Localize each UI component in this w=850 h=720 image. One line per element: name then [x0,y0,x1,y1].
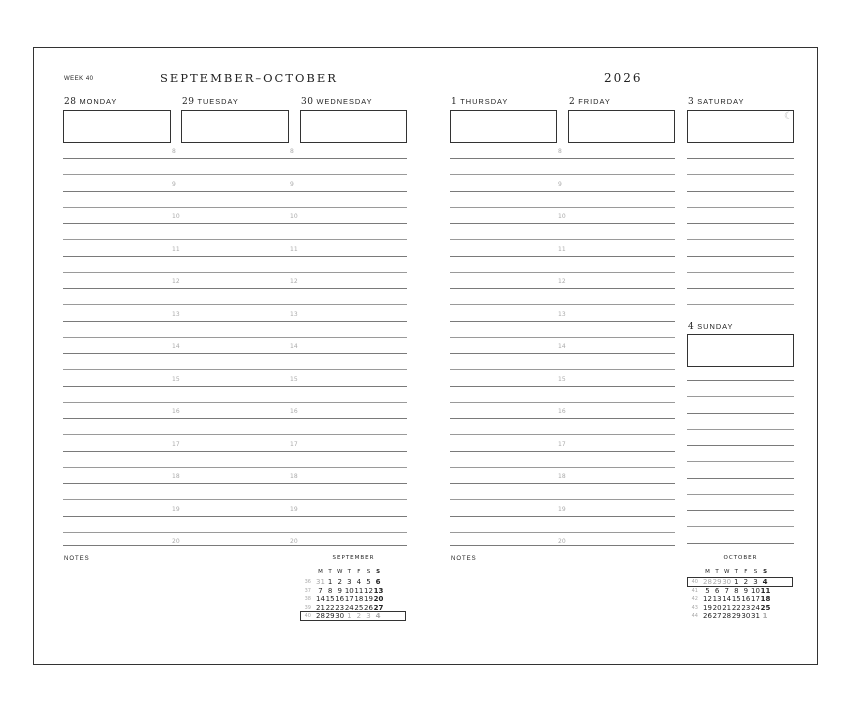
mini-calendar-day[interactable]: 22 [325,603,335,612]
rule-line-left [63,467,407,468]
hour-label: 11 [290,246,298,253]
day-box-monday[interactable] [63,110,171,143]
week-number-label: 38 [304,596,311,602]
weekday-header: T [734,569,738,575]
mini-calendar-day[interactable]: 18 [354,595,364,603]
rule-line-right [450,207,675,208]
mini-calendar-day[interactable]: 31 [316,578,325,586]
rule-line-left [63,369,407,370]
mini-calendar-day[interactable]: 2 [356,612,362,620]
rule-line-right [450,174,675,175]
mini-calendar-day[interactable]: 11 [760,586,771,595]
hour-label: 16 [172,408,180,415]
mini-calendar-day[interactable]: 21 [722,603,732,612]
current-week-highlight [687,577,793,587]
week-number-label: 40 [304,613,311,619]
weekday-header: T [715,569,719,575]
rule-line-saturday [687,288,794,289]
notes-label-left: NOTES [64,556,90,562]
weekday-header: M [318,569,323,575]
mini-calendar-day[interactable]: 29 [712,578,722,586]
mini-calendar-day[interactable]: 5 [705,586,710,595]
mini-calendar-day[interactable]: 9 [337,586,342,595]
mini-calendar-day[interactable]: 8 [734,586,739,595]
hour-label: 14 [290,343,298,350]
rule-line-left [63,402,407,403]
hour-label: 8 [172,148,176,155]
mini-calendar-day[interactable]: 29 [325,612,335,620]
mini-calendar-day[interactable]: 24 [344,603,354,612]
week-number-label: 41 [691,587,698,594]
mini-calendar-day[interactable]: 30 [335,612,345,620]
hour-label: 20 [290,538,298,545]
hour-label: 17 [558,441,566,448]
rule-line-sunday [687,494,794,495]
day-box-saturday[interactable] [687,110,794,143]
rule-line-left [63,434,407,435]
mini-calendar-day[interactable]: 28 [703,578,712,586]
hour-label: 10 [172,213,180,220]
rule-line-left [63,451,407,452]
hour-label: 15 [558,376,566,383]
rule-line-sunday [687,461,794,462]
rule-line-right [450,191,675,192]
mini-calendar-day[interactable]: 17 [344,595,354,603]
hour-label: 9 [172,181,176,188]
day-box-friday[interactable] [568,110,675,143]
day-label-wednesday: 30 WEDNESDAY [301,97,373,107]
day-label-thursday: 1 THURSDAY [451,97,509,107]
hour-label: 16 [290,408,298,415]
rule-line-left [63,386,407,387]
mini-calendar-day[interactable]: 11 [354,586,364,595]
hour-label: 12 [172,278,180,285]
rule-line-right [450,223,675,224]
mini-calendar-day[interactable]: 7 [318,586,323,595]
month-range-title: SEPTEMBER–OCTOBER [160,71,338,85]
mini-calendar-day[interactable]: 23 [741,603,751,612]
rule-line-saturday [687,207,794,208]
rule-line-sunday [687,413,794,414]
mini-calendar-day[interactable]: 3 [753,578,758,586]
mini-calendar-day[interactable]: 15 [325,595,335,603]
day-box-wednesday[interactable] [300,110,407,143]
rule-line-left [63,158,407,159]
mini-calendar-day[interactable]: 16 [335,595,345,603]
mini-calendar-day[interactable]: 30 [722,578,732,586]
hour-label: 20 [172,538,180,545]
weekday-header: F [744,569,748,575]
week-number-label: 40 [691,579,698,585]
rule-line-left [63,256,407,257]
hour-label: 11 [558,246,566,253]
rule-line-right [450,239,675,240]
hour-label: 13 [172,311,180,318]
mini-calendar-day[interactable]: 12 [364,586,373,595]
mini-calendar-day[interactable]: 3 [366,612,371,620]
rule-line-saturday [687,256,794,257]
mini-calendar-day[interactable]: 29 [731,612,741,620]
rule-line-sunday [687,478,794,479]
weekday-header: F [357,569,361,575]
mini-calendar-day[interactable]: 10 [751,586,760,595]
day-box-sunday[interactable] [687,334,794,367]
mini-calendar-day[interactable]: 26 [703,612,712,620]
rule-line-left [63,545,407,546]
mini-calendar-day[interactable]: 23 [335,603,345,612]
hour-label: 18 [172,473,180,480]
mini-calendar-day[interactable]: 10 [344,586,354,595]
hour-label: 13 [558,311,566,318]
rule-line-right [450,499,675,500]
rule-line-right [450,321,675,322]
hour-label: 14 [558,343,566,350]
notes-label-right: NOTES [451,556,477,562]
mini-calendar-day[interactable]: 27 [373,603,384,612]
mini-calendar-day[interactable]: 12 [703,595,712,603]
weekday-header: M [705,569,710,575]
mini-calendar-day[interactable]: 13 [712,595,722,603]
mini-calendar-day[interactable]: 22 [731,603,741,612]
rule-line-right [450,337,675,338]
mini-calendar-day[interactable]: 2 [743,578,749,586]
week-number-label: 37 [304,587,311,594]
current-week-highlight [300,611,406,621]
hour-label: 12 [290,278,298,285]
rule-line-right [450,467,675,468]
rule-line-left [63,532,407,533]
week-number-label: 36 [304,579,311,585]
mini-calendar-day[interactable]: 30 [741,612,751,620]
mini-calendar-day[interactable]: 7 [724,586,729,595]
hour-label: 8 [290,148,294,155]
mini-calendar-day[interactable]: 2 [337,578,342,586]
weekday-header: S [763,569,768,575]
rule-line-left [63,483,407,484]
rule-line-sunday [687,445,794,446]
hour-label: 20 [558,538,566,545]
rule-line-right [450,158,675,159]
mini-calendar-day[interactable]: 1 [762,612,768,620]
hour-label: 17 [172,441,180,448]
hour-label: 10 [558,213,566,220]
mini-calendar-day[interactable]: 9 [743,586,749,595]
rule-line-right [450,545,675,546]
mini-calendar-day[interactable]: 4 [356,578,362,586]
mini-calendar-day[interactable]: 19 [703,603,712,612]
hour-label: 8 [558,148,562,155]
rule-line-sunday [687,543,794,544]
mini-calendar-day[interactable]: 31 [751,612,760,620]
rule-line-right [450,288,675,289]
waning-moon-icon: ☾ [784,111,793,122]
week-number-label: 42 [691,596,698,602]
mini-calendar-day[interactable]: 1 [327,578,333,586]
rule-line-right [450,532,675,533]
hour-label: 16 [558,408,566,415]
mini-calendar-day[interactable]: 1 [734,578,739,586]
rule-line-saturday [687,191,794,192]
rule-line-right [450,386,675,387]
mini-calendar-day[interactable]: 27 [712,612,722,620]
rule-line-right [450,272,675,273]
rule-line-sunday [687,396,794,397]
mini-calendar-day[interactable]: 28 [316,612,325,620]
rule-line-right [450,369,675,370]
rule-line-left [63,304,407,305]
weekday-header: S [753,569,758,575]
mini-calendar-day[interactable]: 25 [760,603,771,612]
mini-calendar-title: OCTOBER [723,555,758,561]
rule-line-right [450,353,675,354]
day-label-tuesday: 29 TUESDAY [182,97,239,107]
mini-calendar-day[interactable]: 28 [722,612,732,620]
day-label-saturday: 3 SATURDAY [688,97,745,107]
hour-label: 9 [290,181,294,188]
day-box-thursday[interactable] [450,110,557,143]
rule-line-sunday [687,429,794,430]
weekday-header: T [328,569,332,575]
rule-line-saturday [687,223,794,224]
hour-label: 14 [172,343,180,350]
rule-line-left [63,353,407,354]
rule-line-right [450,402,675,403]
mini-calendar-day[interactable]: 6 [375,578,381,586]
mini-calendar-day[interactable]: 26 [364,603,373,612]
week-number: WEEK 40 [64,76,94,82]
rule-line-saturday [687,272,794,273]
mini-calendar-day[interactable]: 20 [373,595,384,603]
rule-line-saturday [687,174,794,175]
mini-calendar-day[interactable]: 5 [366,578,371,586]
mini-calendar-day[interactable]: 25 [354,603,364,612]
hour-label: 15 [290,376,298,383]
rule-line-left [63,272,407,273]
rule-line-sunday [687,526,794,527]
hour-label: 9 [558,181,562,188]
rule-line-left [63,239,407,240]
mini-calendar-day[interactable]: 4 [762,578,768,586]
weekday-header: T [347,569,351,575]
rule-line-right [450,304,675,305]
mini-calendar-day[interactable]: 15 [731,595,741,603]
weekday-header: W [723,569,730,575]
day-box-tuesday[interactable] [181,110,289,143]
rule-line-right [450,483,675,484]
weekday-header: S [366,569,371,575]
hour-label: 19 [558,506,566,513]
mini-calendar-day[interactable]: 16 [741,595,751,603]
rule-line-left [63,174,407,175]
rule-line-right [450,434,675,435]
hour-label: 10 [290,213,298,220]
hour-label: 19 [172,506,180,513]
rule-line-saturday [687,304,794,305]
day-label-friday: 2 FRIDAY [569,97,611,107]
rule-line-right [450,418,675,419]
mini-calendar-day[interactable]: 19 [364,595,373,603]
mini-calendar-day[interactable]: 17 [751,595,760,603]
rule-line-left [63,207,407,208]
hour-label: 18 [290,473,298,480]
year-title: 2026 [604,71,643,85]
hour-label: 17 [290,441,298,448]
mini-calendar-day[interactable]: 3 [347,578,352,586]
mini-calendar-day[interactable]: 4 [375,612,381,620]
rule-line-sunday [687,510,794,511]
mini-calendar-day[interactable]: 1 [347,612,352,620]
hour-label: 18 [558,473,566,480]
rule-line-left [63,223,407,224]
rule-line-right [450,256,675,257]
rule-line-left [63,337,407,338]
mini-calendar-day[interactable]: 14 [722,595,732,603]
hour-label: 19 [290,506,298,513]
mini-calendar-day[interactable]: 21 [316,603,325,612]
hour-label: 13 [290,311,298,318]
hour-label: 12 [558,278,566,285]
mini-calendar-day[interactable]: 13 [373,586,384,595]
weekday-header: S [376,569,381,575]
rule-line-sunday [687,380,794,381]
rule-line-left [63,418,407,419]
rule-line-right [450,451,675,452]
week-number-label: 44 [691,613,698,619]
rule-line-left [63,288,407,289]
rule-line-saturday [687,158,794,159]
rule-line-left [63,499,407,500]
mini-calendar-day[interactable]: 24 [751,603,760,612]
rule-line-right [450,516,675,517]
hour-label: 11 [172,246,180,253]
mini-calendar-day[interactable]: 20 [712,603,722,612]
weekday-header: W [336,569,343,575]
rule-line-left [63,516,407,517]
hour-label: 15 [172,376,180,383]
rule-line-left [63,191,407,192]
week-number-label: 43 [691,604,698,611]
mini-calendar-day[interactable]: 8 [327,586,333,595]
week-number-label: 39 [304,604,311,611]
day-label-sunday: 4 SUNDAY [688,322,734,332]
mini-calendar-day[interactable]: 14 [316,595,325,603]
mini-calendar-day[interactable]: 6 [714,586,720,595]
day-label-monday: 28 MONDAY [64,97,118,107]
rule-line-left [63,321,407,322]
rule-line-saturday [687,239,794,240]
mini-calendar-day[interactable]: 18 [760,595,771,603]
mini-calendar-title: SEPTEMBER [332,555,375,561]
